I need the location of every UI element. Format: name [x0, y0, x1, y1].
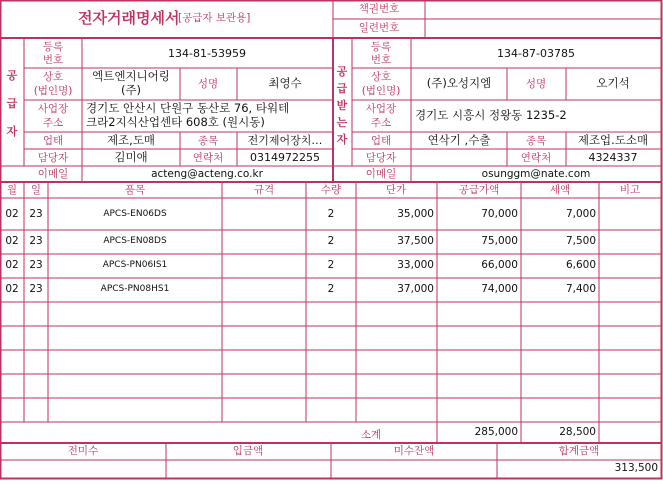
row-4-item: APCS-PN08HS1 — [100, 284, 170, 294]
supplier-reg-no-label-2: 번호 — [42, 54, 64, 66]
supplier-side-label-1: 공 — [6, 69, 18, 82]
receiver-address: 경기도 시흥시 정왕동 1235-2 — [415, 108, 567, 122]
receiver-email: osunggm@nate.com — [481, 168, 591, 180]
row-2-day: 23 — [29, 235, 43, 247]
row-3-month: 02 — [5, 259, 19, 271]
receiver-company: (주)오성지엠 — [426, 76, 492, 90]
row-4-month: 02 — [5, 283, 19, 295]
supplier-company-line-1: 엑트엔지니어링 — [92, 69, 170, 83]
col-header-supply: 공급가액 — [458, 184, 500, 196]
supplier-item: 전기제어장치… — [247, 134, 323, 147]
col-header-price: 단가 — [385, 184, 407, 196]
serial-number-label: 일련번호 — [358, 22, 400, 34]
row-1-qty: 2 — [327, 208, 335, 220]
row-2-qty: 2 — [327, 235, 335, 247]
receiver-company-label-1: 상호 — [370, 71, 392, 83]
receiver-reg-no: 134-87-03785 — [497, 47, 575, 60]
supplier-email-label: 이메일 — [37, 168, 69, 180]
receiver-name-label: 성명 — [525, 78, 547, 90]
footer-prev-balance-label: 전미수 — [67, 445, 99, 457]
row-1-price: 35,000 — [397, 208, 434, 220]
subtotal-supply: 285,000 — [474, 426, 518, 438]
row-4-tax: 7,400 — [565, 283, 596, 295]
document-subtitle: [공급자 보관용] — [178, 12, 251, 24]
supplier-name: 최영수 — [268, 76, 302, 90]
footer-deposit-label: 입금액 — [232, 445, 264, 457]
row-2-tax: 7,500 — [565, 235, 596, 247]
row-1-tax: 7,000 — [565, 208, 596, 220]
supplier-phone-label: 연락처 — [192, 152, 224, 164]
book-number-label: 책권번호 — [358, 3, 400, 15]
supplier-side-label-2: 급 — [6, 97, 18, 110]
row-3-tax: 6,600 — [565, 259, 596, 271]
col-header-item: 품목 — [124, 184, 146, 196]
row-3-item: APCS-PN06IS1 — [102, 260, 168, 270]
supplier-contact: 김미애 — [114, 150, 148, 164]
supplier-reg-no-label-1: 등록 — [42, 41, 64, 53]
receiver-email-label: 이메일 — [365, 168, 397, 180]
col-header-tax: 세액 — [549, 184, 571, 196]
col-header-qty: 수량 — [320, 184, 342, 196]
row-4-price: 37,000 — [397, 283, 434, 295]
row-4-day: 23 — [29, 283, 43, 295]
receiver-company-label-2: (법인명) — [361, 85, 401, 97]
supplier-side-label-3: 자 — [6, 125, 18, 138]
receiver-business: 연삭기 ,수출 — [427, 133, 491, 147]
col-header-day: 일 — [30, 184, 42, 196]
receiver-side-label-2: 급 — [336, 82, 348, 95]
receiver-contact-label: 담당자 — [365, 152, 397, 164]
row-2-month: 02 — [5, 235, 19, 247]
row-3-qty: 2 — [327, 259, 335, 271]
footer-total-amount: 313,500 — [614, 462, 658, 474]
row-1-supply: 70,000 — [481, 208, 518, 220]
supplier-company-line-2: (주) — [120, 83, 142, 97]
row-2-supply: 75,000 — [481, 235, 518, 247]
col-header-note: 비고 — [619, 184, 641, 196]
supplier-address-label-1: 사업장 — [37, 103, 69, 115]
row-3-price: 33,000 — [397, 259, 434, 271]
receiver-side-label-5: 자 — [336, 133, 348, 146]
receiver-name: 오기석 — [596, 76, 630, 90]
receiver-side-label-3: 받 — [336, 99, 348, 112]
supplier-address-line-2: 크라2지식산업센타 608호 (원시동) — [86, 115, 265, 129]
supplier-company-label-1: 상호 — [42, 71, 64, 83]
subtotal-label: 소계 — [360, 429, 382, 441]
footer-outstanding-label: 미수잔액 — [393, 445, 435, 457]
supplier-reg-no: 134-81-53959 — [168, 47, 246, 60]
col-header-month: 월 — [6, 184, 18, 196]
row-4-qty: 2 — [327, 283, 335, 295]
receiver-address-label-1: 사업장 — [365, 103, 397, 115]
receiver-phone-label: 연락처 — [520, 152, 552, 164]
supplier-business-label: 업태 — [42, 135, 64, 147]
receiver-side-label-4: 는 — [336, 116, 348, 129]
footer-total-label: 합계금액 — [558, 445, 600, 457]
row-3-supply: 66,000 — [481, 259, 518, 271]
receiver-business-label: 업태 — [370, 135, 392, 147]
row-4-supply: 74,000 — [481, 283, 518, 295]
row-3-day: 23 — [29, 259, 43, 271]
receiver-item-label: 종목 — [525, 135, 547, 147]
row-1-month: 02 — [5, 208, 19, 220]
receiver-address-label-2: 주소 — [370, 117, 392, 129]
subtotal-tax: 28,500 — [559, 426, 596, 438]
supplier-name-label: 성명 — [197, 78, 219, 90]
document-title: 전자거래명세서 — [78, 9, 180, 27]
supplier-contact-label: 담당자 — [37, 152, 69, 164]
supplier-item-label: 종목 — [197, 135, 219, 147]
row-2-item: APCS-EN08DS — [103, 236, 167, 246]
row-1-item: APCS-EN06DS — [103, 209, 167, 219]
receiver-reg-no-label-2: 번호 — [370, 54, 392, 66]
row-1-day: 23 — [29, 208, 43, 220]
receiver-item: 제조업.도소매 — [577, 133, 649, 147]
receiver-reg-no-label-1: 등록 — [370, 41, 392, 53]
supplier-phone: 0314972255 — [250, 151, 320, 164]
col-header-spec: 규격 — [253, 184, 275, 196]
receiver-phone: 4324337 — [588, 151, 638, 164]
supplier-company-label-2: (법인명) — [33, 85, 73, 97]
row-2-price: 37,500 — [397, 235, 434, 247]
receiver-side-label-1: 공 — [336, 65, 348, 78]
supplier-business: 제조,도매 — [106, 133, 156, 147]
supplier-address-line-1: 경기도 안산시 단원구 동산로 76, 타워테 — [86, 101, 290, 115]
supplier-address-label-2: 주소 — [42, 117, 64, 129]
supplier-email: acteng@acteng.co.kr — [151, 168, 263, 180]
